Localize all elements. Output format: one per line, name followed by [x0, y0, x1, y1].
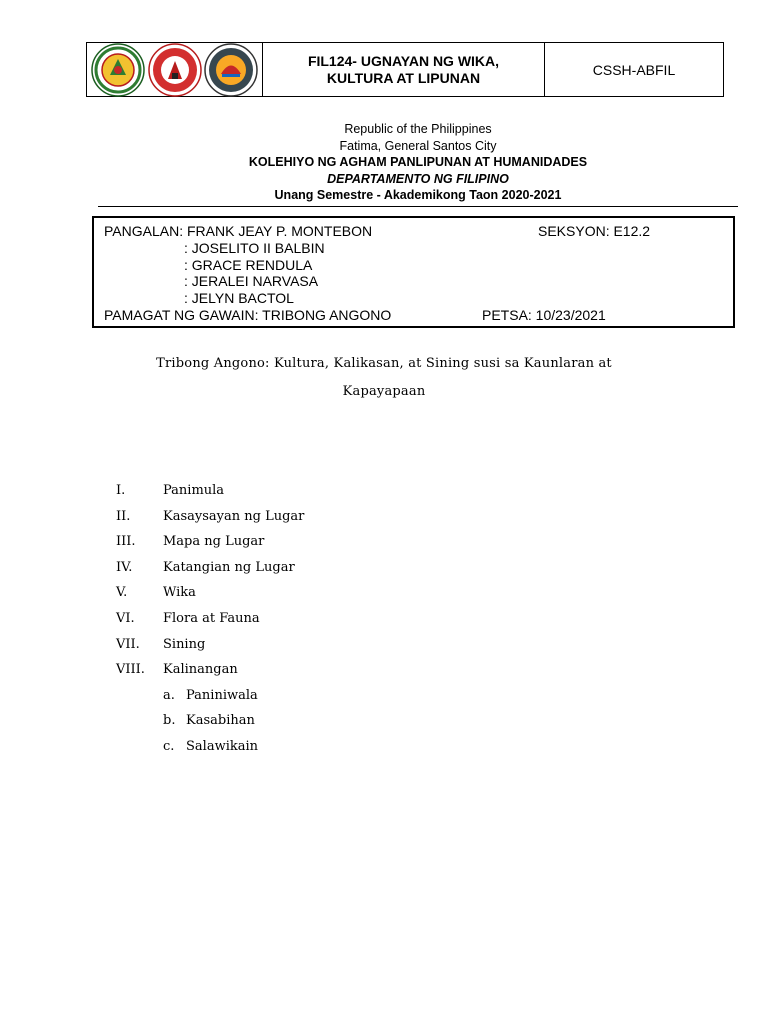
toc-sub-label: Salawikain: [186, 738, 259, 754]
petsa-field: PETSA: 10/23/2021: [482, 306, 606, 323]
program-code: CSSH-ABFIL: [592, 61, 676, 78]
semester-line: Unang Semestre - Akademikong Taon 2020-2021: [274, 188, 562, 202]
toc-label: Kalinangan: [163, 662, 238, 678]
toc-label: Sining: [163, 636, 206, 652]
college-name: KOLEHIYO NG AGHAM PANLIPUNAN AT HUMANIDADES: [248, 155, 588, 169]
toc-number: VI.: [116, 610, 135, 626]
toc-number: IV.: [116, 559, 133, 575]
logo-cell: [87, 43, 263, 96]
toc-label: Panimula: [163, 483, 225, 498]
seksyon-field: SEKSYON: E12.2: [538, 223, 651, 239]
toc-number: III.: [116, 534, 136, 550]
toc-sub-number: b.: [163, 713, 176, 729]
toc-number: VIII.: [116, 662, 145, 678]
toc-label: Wika: [163, 585, 196, 601]
member-name: : JELYN BACTOL: [184, 290, 294, 307]
toc-sub-number: a.: [163, 687, 175, 703]
header-divider: [98, 206, 738, 207]
toc-sub-label: Kasabihan: [186, 713, 255, 729]
pamagat-field: PAMAGAT NG GAWAIN: TRIBONG ANGONO: [104, 306, 392, 323]
title-line1: Tribong Angono: Kultura, Kalikasan, at Sining susi sa Kaunlaran at: [156, 356, 612, 371]
toc-number: I.: [116, 483, 126, 498]
toc-label: Mapa ng Lugar: [163, 534, 265, 550]
college-seal-icon: [148, 43, 202, 97]
info-row-name: [104, 223, 733, 240]
toc-sub-number: c.: [163, 738, 175, 754]
toc-sub-label: Paniniwala: [186, 687, 258, 703]
course-title-line2: KULTURA AT LIPUNAN: [326, 69, 481, 86]
document-header-table: [86, 42, 724, 97]
program-code-cell: [545, 43, 723, 96]
institution-block: [98, 121, 738, 204]
country-line: Republic of the Philippines: [344, 122, 492, 136]
document-title: [98, 350, 670, 406]
title-line2: Kapayapaan: [342, 384, 426, 399]
course-title-line1: FIL124- UGNAYAN NG WIKA,: [307, 52, 500, 69]
toc-label: Katangian ng Lugar: [163, 559, 295, 575]
toc-label: Kasaysayan ng Lugar: [163, 508, 305, 524]
info-row-title: [104, 307, 733, 324]
department-name: DEPARTAMENTO NG FILIPINO: [327, 171, 509, 186]
location-line: Fatima, General Santos City: [339, 138, 497, 153]
university-seal-icon: [91, 43, 145, 97]
toc-label: Flora at Fauna: [163, 610, 260, 626]
member-name: : JERALEI NARVASA: [184, 273, 319, 290]
course-title-cell: [263, 43, 545, 96]
member-name: : JOSELITO II BALBIN: [184, 239, 325, 256]
toc-number: II.: [116, 508, 131, 524]
member-name: : GRACE RENDULA: [184, 256, 313, 273]
student-info-box: [92, 216, 735, 328]
pangalan-field: PANGALAN: FRANK JEAY P. MONTEBON: [104, 223, 373, 239]
toc-number: VII.: [116, 636, 140, 652]
department-seal-icon: [204, 43, 258, 97]
toc-number: V.: [116, 585, 128, 601]
